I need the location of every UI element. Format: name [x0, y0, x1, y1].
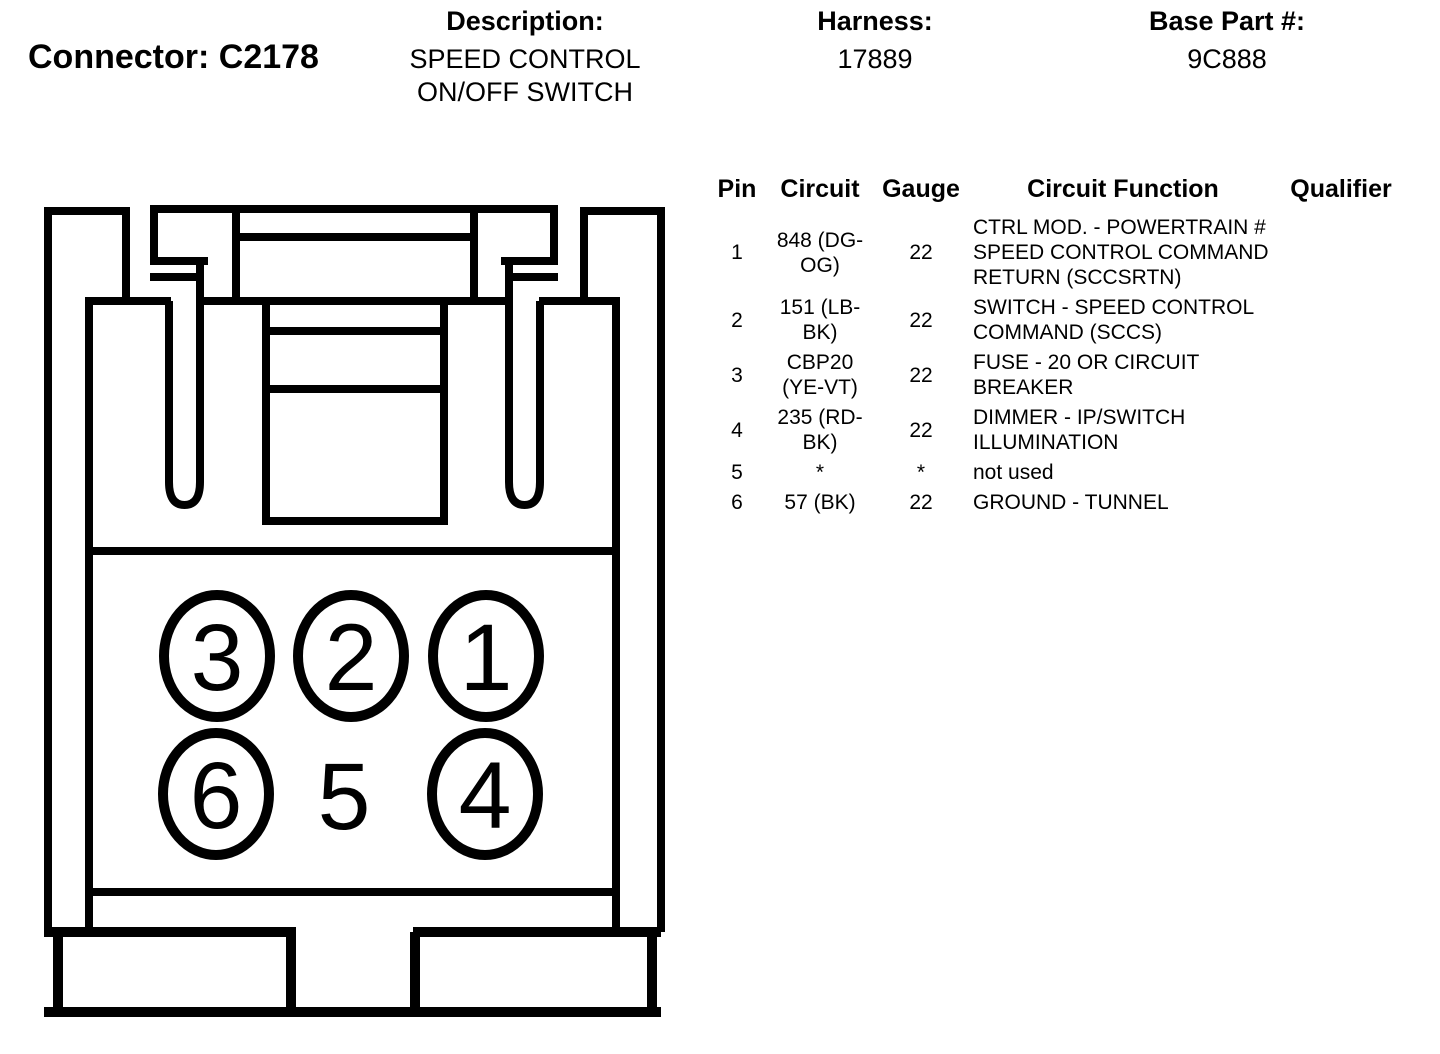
cell-line: BK) [802, 431, 838, 454]
left-foot [44, 932, 296, 1012]
cell-line: RETURN (SCCSRTN) [973, 266, 1182, 289]
top-rail [150, 209, 558, 301]
row5-gauge: * [916, 461, 926, 484]
header-gauge: Gauge [882, 175, 960, 203]
row2-function [965, 295, 1281, 345]
header-qualifier: Qualifier [1290, 175, 1392, 203]
cell-line: CBP20 [786, 351, 854, 374]
row4-function [965, 405, 1281, 455]
connector-title: Connector: C2178 [28, 38, 319, 76]
base-part-label: Base Part #: [1148, 6, 1306, 36]
row3-circuit [763, 350, 877, 400]
row4-gauge: 22 [909, 418, 933, 442]
row1-qualifier [1281, 215, 1401, 290]
row2-qualifier [1281, 295, 1401, 345]
cell-line: ILLUMINATION [973, 431, 1119, 454]
row6-gauge: 22 [909, 491, 933, 514]
pin-table-body [711, 215, 1401, 515]
right-ear [580, 211, 665, 303]
row4-circuit [763, 405, 877, 455]
center-keyway [262, 301, 448, 521]
row5-qualifier [1281, 460, 1401, 485]
row1-pin: 1 [731, 241, 743, 264]
cell-line: (YE-VT) [782, 376, 858, 399]
left-slot [169, 261, 200, 505]
pin-1-number: 1 [459, 605, 513, 711]
pin-6-number: 6 [189, 743, 243, 849]
row3-gauge: 22 [909, 363, 933, 387]
row6-qualifier [1281, 490, 1401, 515]
pin-cavities [163, 595, 539, 855]
cell-line: FUSE - 20 OR CIRCUIT [973, 351, 1200, 374]
cell-line: CTRL MOD. - POWERTRAIN # [973, 216, 1266, 239]
header-circuit: Circuit [780, 175, 860, 203]
row5-pin: 5 [731, 461, 743, 484]
row2-gauge: 22 [909, 308, 933, 332]
row6-circuit: 57 (BK) [784, 491, 856, 514]
pin-1 [433, 595, 539, 717]
pin-2-number: 2 [324, 605, 378, 711]
cell-line: DIMMER - IP/SWITCH [973, 406, 1186, 429]
description-label: Description: [446, 6, 604, 36]
row6-function: GROUND - TUNNEL [973, 491, 1169, 514]
header-pin: Pin [717, 175, 757, 203]
pin-6 [163, 733, 269, 855]
row1-circuit [763, 215, 877, 290]
row4-pin: 4 [731, 418, 743, 442]
left-ear [44, 211, 130, 303]
row4-qualifier [1281, 405, 1401, 455]
pin-2 [298, 595, 404, 717]
description-line-1: SPEED CONTROL [409, 44, 641, 74]
row2-circuit [763, 295, 877, 345]
cell-line: BREAKER [973, 376, 1074, 399]
row6-pin: 6 [731, 491, 743, 514]
cell-line: OG) [800, 253, 840, 277]
harness-value: 17889 [837, 44, 913, 74]
cell-line: SWITCH - SPEED CONTROL [973, 296, 1255, 319]
row3-function [965, 350, 1281, 400]
pin-5 [318, 744, 371, 850]
pin-4-number: 4 [458, 743, 512, 849]
cell-line: SPEED CONTROL COMMAND [973, 241, 1269, 264]
cell-line: 848 (DG- [776, 228, 864, 252]
row3-qualifier [1281, 350, 1401, 400]
row1-gauge: 22 [909, 241, 933, 264]
cell-line: 235 (RD- [777, 406, 863, 429]
right-foot [413, 932, 661, 1012]
pin-3-number: 3 [190, 605, 244, 711]
base-part-value: 9C888 [1187, 44, 1267, 74]
pin-4 [432, 733, 538, 855]
cell-line: BK) [802, 321, 838, 344]
header-function: Circuit Function [1027, 175, 1219, 203]
harness-label: Harness: [817, 6, 933, 36]
pin-table-header [711, 176, 1401, 203]
row3-pin: 3 [731, 363, 743, 387]
row5-function: not used [973, 461, 1054, 484]
row5-circuit: * [815, 461, 825, 484]
pin-5-number: 5 [317, 744, 371, 850]
row1-function [965, 215, 1281, 290]
pin-3 [164, 595, 270, 717]
cell-line: COMMAND (SCCS) [973, 321, 1162, 344]
description-line-2: ON/OFF SWITCH [417, 77, 633, 107]
cell-line: 151 (LB- [779, 296, 861, 319]
row2-pin: 2 [731, 308, 743, 332]
right-slot [509, 261, 540, 505]
